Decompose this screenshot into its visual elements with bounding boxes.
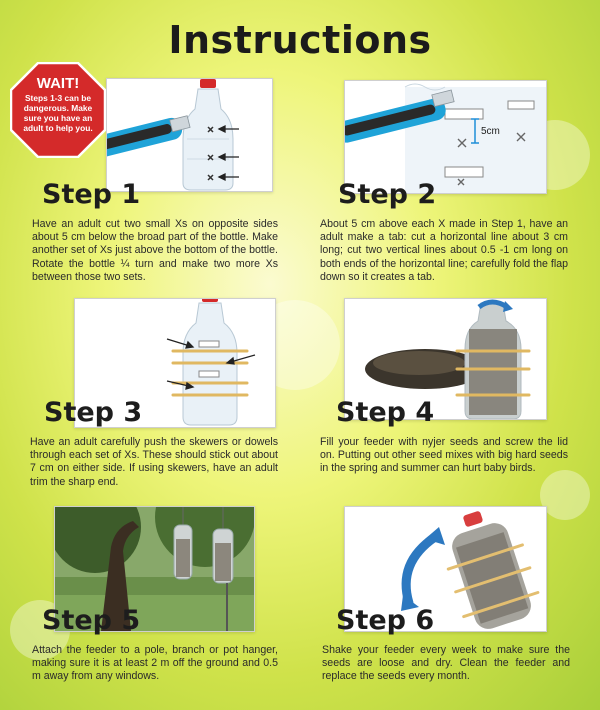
- step-6-label: Step 6: [336, 605, 435, 636]
- warning-sign: [10, 62, 106, 158]
- measure-label: 5cm: [481, 126, 500, 137]
- step-6-text: Shake your feeder every week to make sure the seeds are loose and dry. Clean the feeder and replace the seeds every month.: [322, 644, 570, 683]
- step-3-text: Have an adult carefully push the skewers or dowels through each set of Xs. These should stick out about 7 cm on either side. If using skewers, have an adult trim the sharp end.: [30, 436, 278, 488]
- step-4-label: Step 4: [336, 397, 435, 428]
- step-5-label: Step 5: [42, 605, 141, 636]
- step-4-text: Fill your feeder with nyjer seeds and screw the lid on. Putting out other seed mixes with big hard seeds in the spring and summer can hurt baby birds.: [320, 436, 568, 475]
- step-5-text: Attach the feeder to a pole, branch or pot hanger, making sure it is at least 2 m off the ground and 0.5 m away from any windows.: [32, 644, 278, 683]
- page-title: Instructions: [168, 18, 432, 62]
- step-1-label: Step 1: [42, 179, 141, 210]
- warning-text: Steps 1-3 can be dangerous. Make sure you have an adult to help you.: [23, 93, 93, 133]
- background-bokeh: [540, 470, 590, 520]
- step-3-label: Step 3: [44, 397, 143, 428]
- step-2-label: Step 2: [338, 179, 437, 210]
- step-1-image: [106, 78, 273, 192]
- warning-title: WAIT!: [36, 75, 80, 92]
- step-2-text: About 5 cm above each X made in Step 1, have an adult make a tab: cut a horizontal line about 3 cm long; cut two vertical lines about 0.5 -1 cm long on both ends of the horizontal line; carefully fold the flap down so it creates a tab.: [320, 218, 568, 283]
- step-2-image: [344, 80, 547, 194]
- step-1-text: Have an adult cut two small Xs on opposite sides about 5 cm below the broad part of the bottle. Make another set of Xs just above the bottom of the bottle. Rotate the bottle ¼ turn and make two more Xs between those two sets.: [32, 218, 278, 283]
